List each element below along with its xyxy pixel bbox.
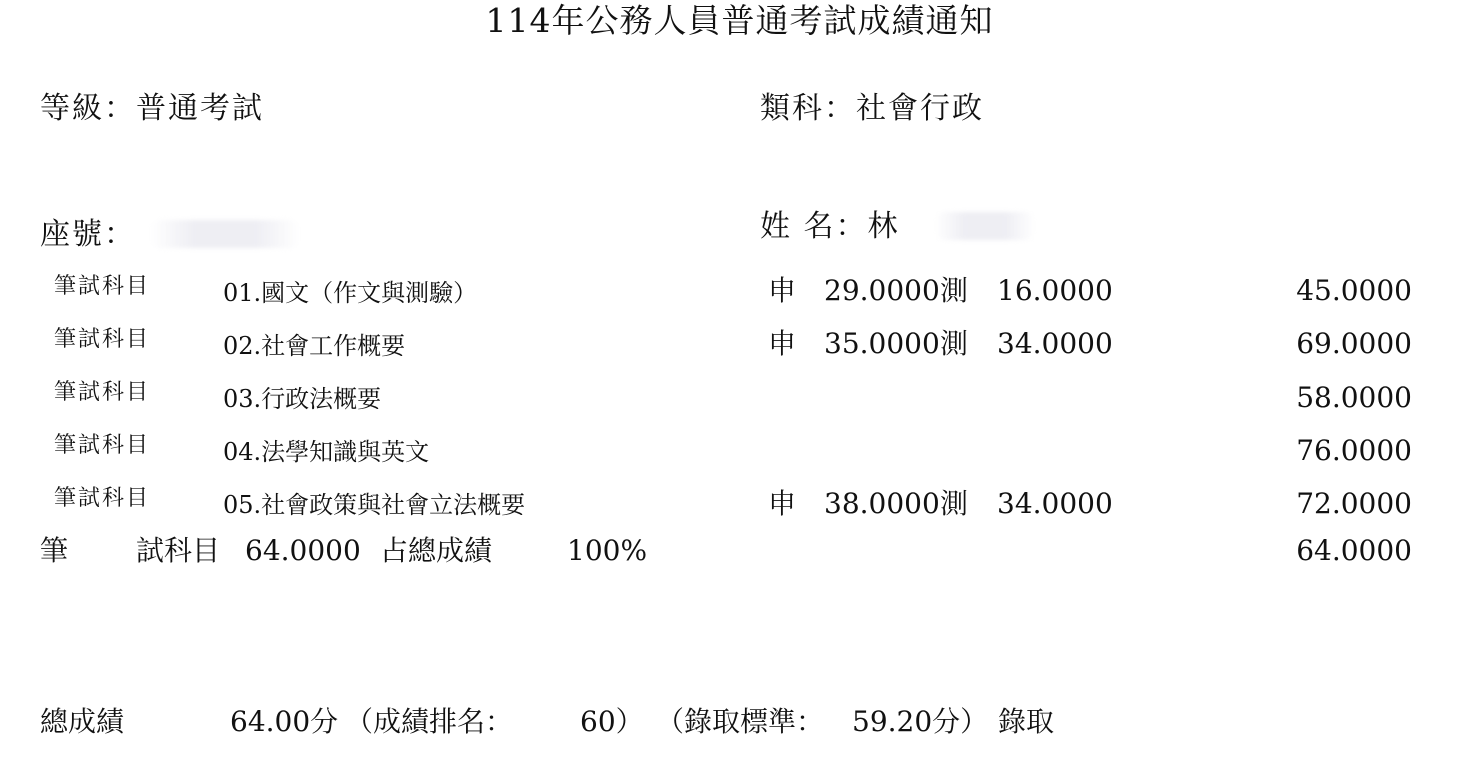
final-standard-label: （錄取標準：: [656, 705, 825, 738]
test-part-score: 34.0000: [997, 327, 1113, 360]
subject-name: 04.法學知識與英文: [223, 438, 430, 466]
seat-label: 座號：: [40, 217, 136, 252]
seat-field: [40, 217, 136, 252]
grade-value: 普通考試: [136, 91, 264, 126]
name-label: 姓 名：: [760, 209, 868, 244]
grade-label: 等級：: [40, 91, 136, 126]
category-field: [760, 91, 984, 126]
test-part-label: 測: [940, 487, 969, 520]
name-value: 林: [867, 209, 900, 244]
subject-total: 76.0000: [1296, 434, 1412, 467]
name-redaction: [935, 212, 1035, 243]
test-part-label: 測: [940, 274, 969, 307]
summary-weight-label: 占總成績: [380, 534, 493, 567]
subject-type: 筆試科目: [54, 433, 151, 458]
seat-redaction: [150, 220, 300, 251]
subject-total: 45.0000: [1296, 274, 1412, 307]
final-standard: 59.20分）: [852, 705, 989, 738]
test-part-label: 測: [940, 327, 969, 360]
final-score: 64.00分: [230, 705, 339, 738]
subject-type: 筆試科目: [54, 327, 151, 352]
final-rank: 60）: [580, 705, 644, 738]
subject-name: 05.社會政策與社會立法概要: [223, 491, 526, 519]
grade-field: [40, 91, 264, 126]
subject-name: 03.行政法概要: [223, 385, 382, 413]
subject-type: 筆試科目: [54, 380, 151, 405]
final-result: 錄取: [998, 705, 1055, 738]
subject-type: 筆試科目: [54, 274, 151, 299]
summary-label-a: 筆: [40, 534, 69, 567]
written-part-label: 申: [768, 327, 797, 360]
written-part-score: 38.0000: [824, 487, 940, 520]
name-field: [760, 209, 900, 244]
summary-label-b: 試科目: [136, 534, 221, 567]
written-part-score: 35.0000: [824, 327, 940, 360]
written-part-label: 申: [768, 274, 797, 307]
subject-name: 01.國文（作文與測驗）: [223, 279, 478, 307]
page-title: 114年公務人員普通考試成績通知: [485, 1, 994, 40]
subject-total: 72.0000: [1296, 487, 1412, 520]
summary-average: 64.0000: [245, 534, 361, 567]
category-value: 社會行政: [856, 91, 984, 126]
final-label: 總成績: [40, 705, 125, 738]
category-label: 類科：: [760, 91, 856, 126]
written-part-label: 申: [768, 487, 797, 520]
subject-total: 69.0000: [1296, 327, 1412, 360]
final-rank-label: （成績排名：: [345, 705, 514, 738]
subject-name: 02.社會工作概要: [223, 332, 406, 360]
test-part-score: 34.0000: [997, 487, 1113, 520]
summary-total: 64.0000: [1296, 534, 1412, 567]
subject-type: 筆試科目: [54, 486, 151, 511]
test-part-score: 16.0000: [997, 274, 1113, 307]
subject-total: 58.0000: [1296, 381, 1412, 414]
summary-weight: 100%: [567, 534, 648, 567]
written-part-score: 29.0000: [824, 274, 940, 307]
